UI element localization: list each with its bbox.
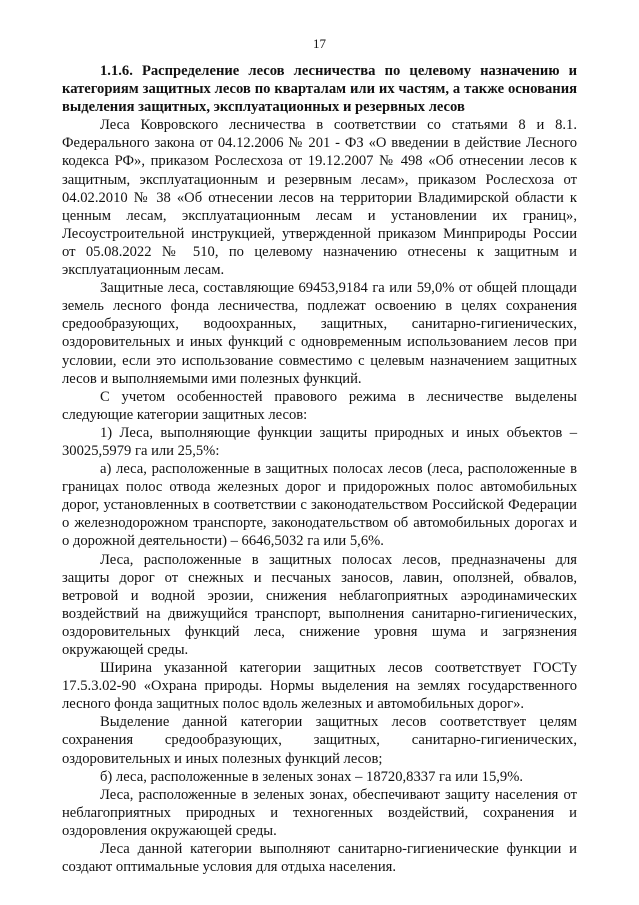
paragraph-category-purpose: Выделение данной категории защитных лесов соответствует целям сохранения средообразующих, защитных, санитарно-гигиенических, оздоровительных и иных полезных функций лесов; (62, 714, 577, 767)
paragraph-protective-strips: Леса, расположенные в защитных полосах лесов, предназначены для защиты дорог от снежных и песчаных заносов, лавин, оползней, обвалов, ветровой и водной эрозии, снижения неблагоприятных аэродинамических воздействий на движущийся транспорт, выполнения санитарно-гигиенических, оздоровительных функций леса, снижение уровня шума и загрязнения окружающей среды. (62, 551, 577, 658)
document-page (62, 36, 577, 876)
paragraph-category-1: 1) Леса, выполняющие функции защиты природных и иных объектов – 30025,5979 га или 25,5%: (62, 424, 577, 459)
paragraph-categories-intro: С учетом особенностей правового режима в лесничестве выделены следующие категории защитных лесов: (62, 388, 577, 423)
paragraph-protective-forests: Защитные леса, составляющие 69453,9184 га или 59,0% от общей площади земель лесного фонда лесничества, подлежат освоению в целях сохранения средообразующих, водоохранных, защитных, санитарно-гигиенических, оздоровительных и иных функций с одновременным использованием лесов при условии, если это использование совместимо с целевым назначением защитных лесов и выполняемыми ими полезных функций. (62, 280, 577, 387)
page-number: 17 (313, 36, 326, 51)
paragraph-recreation: Леса данной категории выполняют санитарно-гигиенические функции и создают оптимальные условия для отдыха населения. (62, 841, 577, 876)
paragraph-forest-designation: Леса Ковровского лесничества в соответствии со статьями 8 и 8.1. Федерального закона от 04.12.2006 № 201 - ФЗ «О введении в действие Лесного кодекса РФ», приказом Рослесхоза от 19.12.2007 № 498 «Об отнесении лесов к защитным, эксплуатационным и резервным лесам», приказом Рослесхоза от 04.02.2010 № 38 «Об отнесении лесов на территории Владимирской области к ценным лесам, эксплуатационным лесам и установлении их границ», Лесоустроительной инструкцией, утвержденной приказом Минприроды России от 05.08.2022 № 510, по целевому назначению отнесены к защитным и эксплуатационным лесам. (62, 117, 577, 279)
paragraph-gost-width: Ширина указанной категории защитных лесов соответствует ГОСТу 17.5.3.02-90 «Охрана природы. Нормы выделения на землях государственного лесного фонда защитных полос вдоль железных и автомобильных дорог». (62, 660, 577, 713)
paragraph-category-1a: а) леса, расположенные в защитных полосах лесов (леса, расположенные в границах полос отвода железных дорог и придорожных полос автомобильных дорог, установленных в соответствии с законодательством Российской Федерации о железнодорожном транспорте, законодательством об автомобильных дорогах и о дорожной деятельности) – 6646,5032 га или 5,6%. (62, 461, 577, 550)
paragraph-green-zones: Леса, расположенные в зеленых зонах, обеспечивают защиту населения от неблагоприятных природных и техногенных воздействий, сохранения и оздоровления окружающей среды. (62, 786, 577, 839)
paragraph-category-1b: б) леса, расположенные в зеленых зонах – 18720,8337 га или 15,9%. (100, 768, 524, 785)
section-heading: 1.1.6. Распределение лесов лесничества по целевому назначению и категориям защитных лесов по кварталам или их частям, а также основания выделения защитных, эксплуатационных и резервных лесов (62, 63, 577, 116)
